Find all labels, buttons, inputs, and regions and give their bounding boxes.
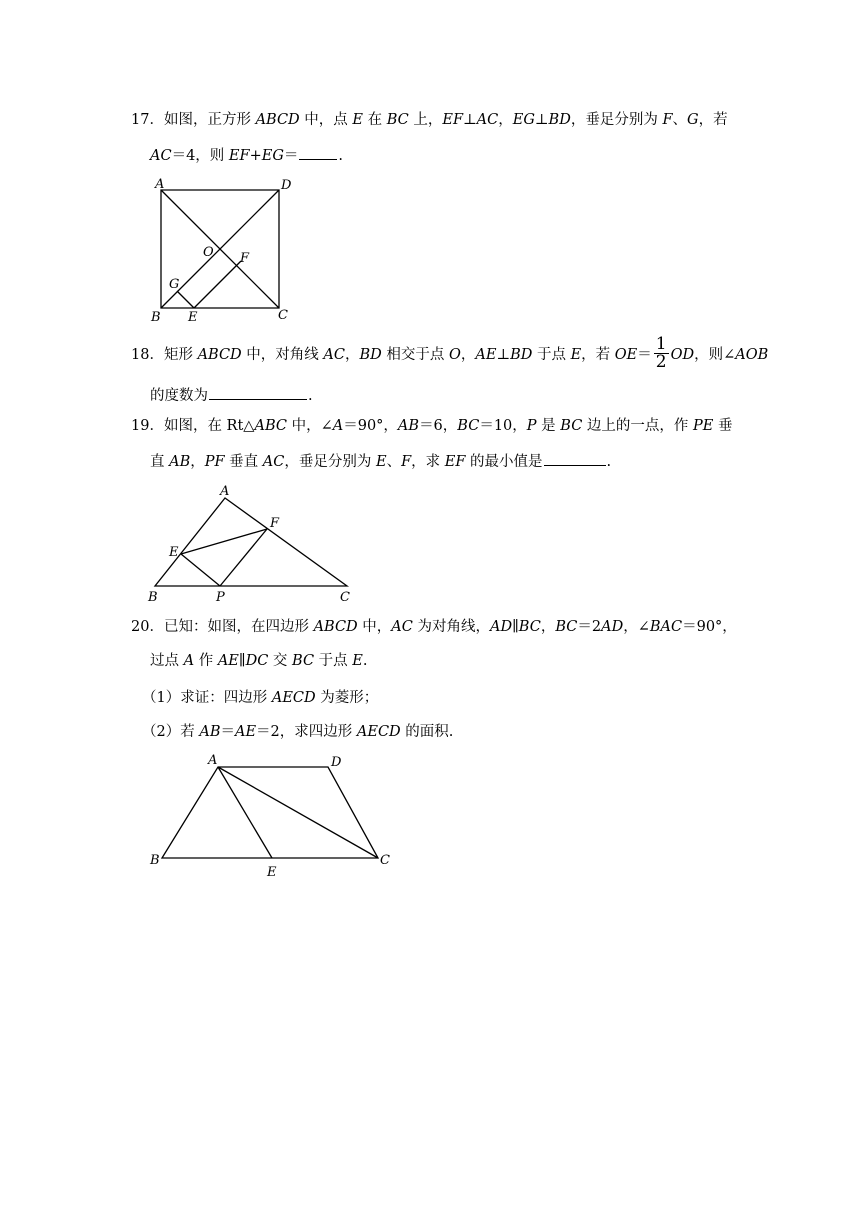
- math-variable: AC: [150, 148, 172, 164]
- text-segment: ，垂足分别为: [284, 454, 376, 470]
- text-segment: 为菱形；: [315, 690, 379, 706]
- triangle-abc: [155, 498, 347, 586]
- math-variable: AE: [217, 653, 239, 669]
- problem-text: [164, 112, 728, 128]
- text-segment: （1）求证：四边形: [142, 690, 272, 706]
- text-segment: ＝6，: [419, 418, 458, 434]
- math-variable: BC: [292, 653, 315, 669]
- math-variable: BAC: [649, 619, 683, 635]
- math-variable: AC: [476, 112, 499, 128]
- math-variable: PE: [693, 418, 714, 434]
- text-segment: （2）若: [142, 724, 200, 740]
- problem-text: [671, 347, 769, 363]
- text-segment: ∥: [238, 653, 246, 669]
- label-b: B: [150, 853, 160, 868]
- problem-text: [164, 619, 737, 635]
- answer-blank[interactable]: [544, 451, 606, 466]
- problem-text: [150, 454, 543, 470]
- text-segment: 垂直: [224, 454, 263, 470]
- figure-20-trapezoid: [145, 750, 405, 885]
- math-variable: EF: [444, 454, 466, 470]
- math-variable: BC: [518, 619, 541, 635]
- text-segment: ，: [540, 619, 556, 635]
- problem-18-line-2: [150, 385, 313, 406]
- problem-20-part-1: [142, 688, 378, 708]
- math-variable: G: [687, 112, 699, 128]
- math-variable: AC: [262, 454, 285, 470]
- quadrilateral-abcd: [162, 767, 378, 858]
- text-segment: 中，点: [299, 112, 353, 128]
- problem-text: .: [606, 454, 612, 470]
- math-variable: BD: [548, 112, 571, 128]
- math-variable: PF: [204, 454, 225, 470]
- math-variable: AC: [323, 347, 345, 363]
- math-variable: P: [526, 418, 537, 434]
- problem-17-line-2: [150, 145, 343, 166]
- label-d: D: [281, 178, 292, 193]
- math-variable: AECD: [271, 690, 316, 706]
- problem-number: 18．: [131, 347, 164, 363]
- answer-blank[interactable]: [299, 145, 337, 160]
- problem-text: .: [338, 148, 344, 164]
- text-segment: 中，∠: [286, 418, 333, 434]
- problem-text: [150, 148, 298, 164]
- math-variable: AB: [397, 418, 420, 434]
- text-segment: 是: [536, 418, 561, 434]
- problem-18-line-1: [131, 333, 769, 374]
- label-p: P: [216, 590, 225, 605]
- fraction-one-half: [654, 333, 669, 372]
- math-variable: ABC: [254, 418, 287, 434]
- problem-text: [164, 418, 733, 434]
- math-variable: AB: [169, 454, 191, 470]
- label-f: F: [270, 516, 280, 531]
- text-segment: ⊥: [463, 112, 477, 128]
- segment-pf: [220, 529, 267, 586]
- text-segment: 、: [386, 454, 402, 470]
- math-variable: DC: [245, 653, 269, 669]
- text-segment: ，求: [411, 454, 445, 470]
- label-b: B: [151, 310, 161, 325]
- math-variable: E: [352, 653, 363, 669]
- text-segment: ，则∠: [694, 347, 736, 363]
- text-segment: 于点: [314, 653, 353, 669]
- fraction-numerator: 1: [655, 333, 667, 354]
- math-variable: AB: [199, 724, 221, 740]
- text-segment: ，∠: [623, 619, 650, 635]
- text-segment: 交: [268, 653, 293, 669]
- text-segment: 的最小值是: [465, 454, 543, 470]
- math-variable: BD: [510, 347, 533, 363]
- problem-number: 20．: [131, 619, 164, 635]
- fraction-denominator: 2: [655, 351, 667, 372]
- label-c: C: [340, 590, 350, 605]
- text-segment: ＝: [283, 148, 299, 164]
- math-variable: BC: [457, 418, 480, 434]
- segment-pe: [181, 554, 220, 586]
- problem-17-line-1: [131, 110, 728, 130]
- math-variable: EG: [261, 148, 284, 164]
- text-segment: ∥: [512, 619, 519, 635]
- math-variable: AE: [234, 724, 257, 740]
- text-segment: +: [249, 148, 262, 164]
- label-f: F: [240, 251, 250, 266]
- text-segment: 垂: [713, 418, 733, 434]
- math-variable: O: [448, 347, 461, 363]
- text-segment: ，: [498, 112, 513, 128]
- figure-17-square: [145, 175, 305, 325]
- problem-20-line-1: [131, 617, 737, 637]
- math-variable: BC: [386, 112, 409, 128]
- math-variable: BC: [555, 619, 578, 635]
- problem-19-line-1: [131, 416, 732, 436]
- label-d: D: [331, 755, 342, 770]
- text-segment: ＝: [220, 724, 235, 740]
- text-segment: 已知：如图，在四边形: [163, 619, 314, 635]
- problem-text: [164, 347, 652, 363]
- text-segment: 为对角线，: [412, 619, 490, 635]
- text-segment: 矩形: [163, 347, 198, 363]
- label-a: A: [220, 484, 230, 499]
- answer-blank[interactable]: [209, 385, 307, 400]
- segment-ef: [181, 529, 267, 554]
- math-variable: ABCD: [255, 112, 300, 128]
- text-segment: 中，: [357, 619, 392, 635]
- math-variable: EG: [512, 112, 535, 128]
- text-segment: 过点: [150, 653, 184, 669]
- math-variable: AC: [391, 619, 413, 635]
- text-segment: ＝4，则: [171, 148, 229, 164]
- text-segment: ＝90°，: [682, 619, 737, 635]
- text-segment: ，若: [581, 347, 615, 363]
- label-c: C: [380, 853, 390, 868]
- label-a: A: [208, 753, 218, 768]
- diagonal-ac: [218, 767, 378, 858]
- math-variable: AD: [489, 619, 513, 635]
- label-b: B: [148, 590, 158, 605]
- math-variable: ABCD: [313, 619, 358, 635]
- problem-text: [142, 690, 378, 706]
- math-variable: BD: [359, 347, 382, 363]
- label-e: E: [188, 310, 198, 325]
- math-variable: BC: [560, 418, 583, 434]
- text-segment: 在: [363, 112, 387, 128]
- math-variable: ABCD: [197, 347, 242, 363]
- math-variable: A: [332, 418, 344, 434]
- text-segment: ＝2，求四边形: [256, 724, 357, 740]
- math-variable: EF: [442, 112, 464, 128]
- label-o: O: [203, 245, 214, 260]
- problem-text: .: [308, 388, 313, 404]
- label-g: G: [169, 277, 180, 292]
- text-segment: ⊥: [534, 112, 549, 128]
- text-segment: ＝2: [577, 619, 602, 635]
- problem-number: 17．: [131, 112, 164, 128]
- label-e: E: [267, 865, 277, 880]
- math-variable: E: [570, 347, 582, 363]
- math-variable: E: [352, 112, 363, 128]
- math-variable: AE: [475, 347, 497, 363]
- label-e: E: [169, 545, 179, 560]
- text-segment: 于点: [532, 347, 571, 363]
- text-segment: 作: [194, 653, 218, 669]
- text-segment: ＝: [637, 347, 652, 363]
- text-segment: ＝10，: [479, 418, 527, 434]
- math-variable: E: [375, 454, 387, 470]
- problem-text: [150, 653, 367, 669]
- problem-19-line-2: [150, 451, 611, 472]
- math-variable: AD: [601, 619, 624, 635]
- math-variable: OE: [614, 347, 638, 363]
- math-variable: AOB: [735, 347, 769, 363]
- math-variable: EF: [228, 148, 250, 164]
- segment-eg: [177, 291, 194, 308]
- figure-19-triangle: [140, 478, 370, 608]
- label-c: C: [278, 308, 288, 323]
- text-segment: .: [362, 653, 368, 669]
- math-variable: A: [183, 653, 195, 669]
- text-segment: 上，: [408, 112, 443, 128]
- text-segment: ⊥: [496, 347, 511, 363]
- math-variable: OD: [670, 347, 695, 363]
- math-variable: F: [662, 112, 673, 128]
- text-segment: 的度数为: [150, 388, 208, 404]
- text-segment: ，垂足分别为: [570, 112, 663, 128]
- math-variable: F: [401, 454, 412, 470]
- text-segment: 的面积.: [400, 724, 454, 740]
- text-segment: ，: [190, 454, 205, 470]
- text-segment: ，: [460, 347, 476, 363]
- text-segment: ＝90°，: [343, 418, 398, 434]
- text-segment: 相交于点: [381, 347, 449, 363]
- text-segment: 、: [672, 112, 687, 128]
- text-segment: ，若: [698, 112, 728, 128]
- text-segment: ，: [344, 347, 360, 363]
- text-segment: 如图，在 Rt△: [163, 418, 255, 434]
- problem-number: 19．: [131, 418, 164, 434]
- text-segment: 中，对角线: [241, 347, 324, 363]
- text-segment: 边上的一点，作: [582, 418, 694, 434]
- text-segment: 如图，正方形: [163, 112, 256, 128]
- problem-text: [150, 388, 208, 404]
- label-a: A: [155, 177, 165, 192]
- text-segment: 直: [150, 454, 170, 470]
- segment-ae: [218, 767, 272, 858]
- problem-text: [142, 724, 453, 740]
- problem-20-part-2: [142, 722, 453, 742]
- problem-20-line-2: [150, 651, 367, 671]
- math-variable: AECD: [356, 724, 401, 740]
